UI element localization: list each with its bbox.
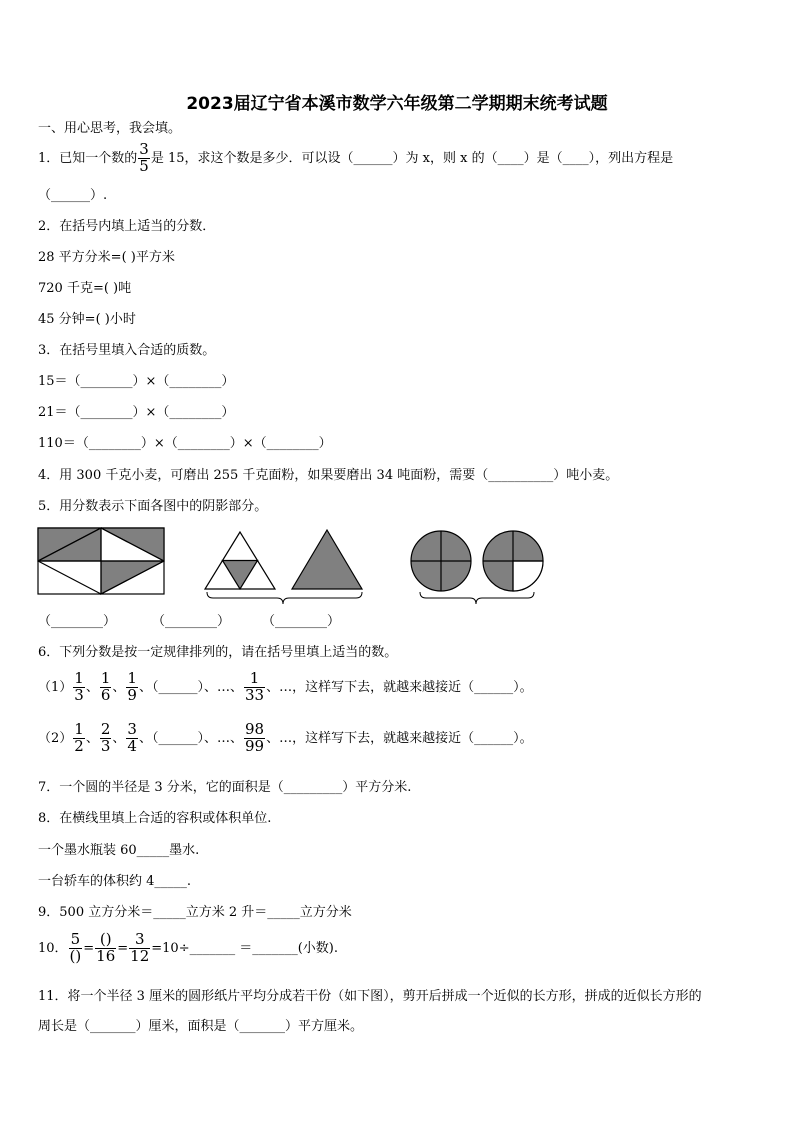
rectangle-figure [38, 528, 164, 594]
question-6: 6．下列分数是按一定规律排列的，请在括号里填上适当的数。 [38, 645, 398, 660]
q2-line-3: 45 分钟=( )小时 [38, 312, 136, 327]
question-8: 8．在横线里填上合适的容积或体积单位. [38, 811, 272, 826]
q1-number: 1． [38, 150, 60, 166]
q8-line-2: 一台轿车的体积约 4_____. [38, 874, 192, 889]
question-1 [38, 142, 673, 175]
question-10: 10． $\frac{5}{()}$ = $\frac{()}{16}$ = $\frac{3}{12}$ =10÷_______ ＝_______(小数). [38, 930, 339, 965]
question-2: 2．在括号内填上适当的分数． [38, 219, 216, 234]
question-9: 9．500 立方分米＝_____立方米 2 升＝_____立方分米 [38, 905, 352, 920]
q1-continuation: （______）. [38, 188, 108, 203]
q3-line-2: 21＝（________）×（________） [38, 405, 235, 420]
q10-fraction-1: $\frac{5}{()}$ [69, 930, 82, 965]
triangles-brace [207, 592, 362, 604]
page-title: 2023届辽宁省本溪市数学六年级第二学期期末统考试题 [186, 94, 608, 114]
q6-line-1: （1） $\frac{1}{3}$ 、 $\frac{1}{6}$ 、 $\frac{1}{9}$ 、（______）、…、 $\frac{1}{33}$ 、…，这样写下去，就越来越接近（______）。 [38, 669, 533, 704]
question-4: 4．用 300 千克小麦，可磨出 255 千克面粉，如果要磨出 34 吨面粉，需要（__________）吨小麦。 [38, 468, 619, 483]
q2-line-1: 28 平方分米=( )平方米 [38, 250, 175, 265]
q1-text-b: 是 15，求这个数是多少．可以设（______）为 x，则 x 的（____）是（____），列出方程是 [150, 150, 674, 166]
q10-fraction-2: $\frac{()}{16}$ [96, 930, 116, 965]
question-7: 7．一个圆的半径是 3 分米，它的面积是（_________）平方分米. [38, 780, 412, 795]
q6-2-fraction-4: $\frac{98}{99}$ [244, 720, 265, 755]
q8-line-1: 一个墨水瓶装 60_____墨水. [38, 843, 200, 858]
q6-1-fraction-4: $\frac{1}{33}$ [244, 669, 265, 704]
circle-figure-1 [411, 531, 471, 591]
q3-line-3: 110＝（________）×（________）×（________） [38, 436, 332, 451]
q6-1-fraction-1: $\frac{1}{3}$ [74, 669, 84, 704]
q1-fraction: $\frac{3}{5}$ [139, 140, 149, 175]
q6-1-fraction-2: $\frac{1}{6}$ [100, 669, 111, 704]
big-triangle-figure [292, 530, 362, 589]
q2-line-2: 720 千克=( )吨 [38, 281, 132, 296]
q6-1-fraction-3: $\frac{1}{9}$ [127, 669, 137, 704]
q6-2-fraction-1: $\frac{1}{2}$ [74, 720, 84, 755]
q5-figures [0, 520, 794, 610]
q5-blank-1: （________） [38, 614, 117, 629]
q1-text-a: 已知一个数的 [59, 150, 138, 166]
q3-line-1: 15＝（________）×（________） [38, 374, 235, 389]
q5-blank-2: （________） [152, 614, 231, 629]
q5-blank-3: （________） [262, 614, 341, 629]
small-triangle-figure [205, 532, 275, 589]
q11-line-2: 周长是（_______）厘米，面积是（_______）平方厘米。 [38, 1019, 364, 1034]
question-5: 5．用分数表示下面各图中的阴影部分。 [38, 499, 268, 514]
question-3: 3．在括号里填入合适的质数。 [38, 343, 216, 358]
circle-figure-2 [483, 531, 543, 591]
question-11: 11．将一个半径 3 厘米的圆形纸片平均分成若干份（如下图），剪开后拼成一个近似的长方形，拼成的近似长方形的 [38, 989, 702, 1004]
q10-fraction-3: $\frac{3}{12}$ [130, 930, 150, 965]
q6-2-fraction-2: $\frac{2}{3}$ [100, 720, 111, 755]
section-heading: 一、用心思考，我会填。 [38, 121, 182, 136]
circles-brace [420, 592, 534, 604]
q6-2-fraction-3: $\frac{3}{4}$ [127, 720, 137, 755]
q6-line-2: （2） $\frac{1}{2}$ 、 $\frac{2}{3}$ 、 $\frac{3}{4}$ 、（______）、…、 $\frac{98}{99}$ 、…，这样写下去，就越来越接近（______）。 [38, 720, 533, 755]
